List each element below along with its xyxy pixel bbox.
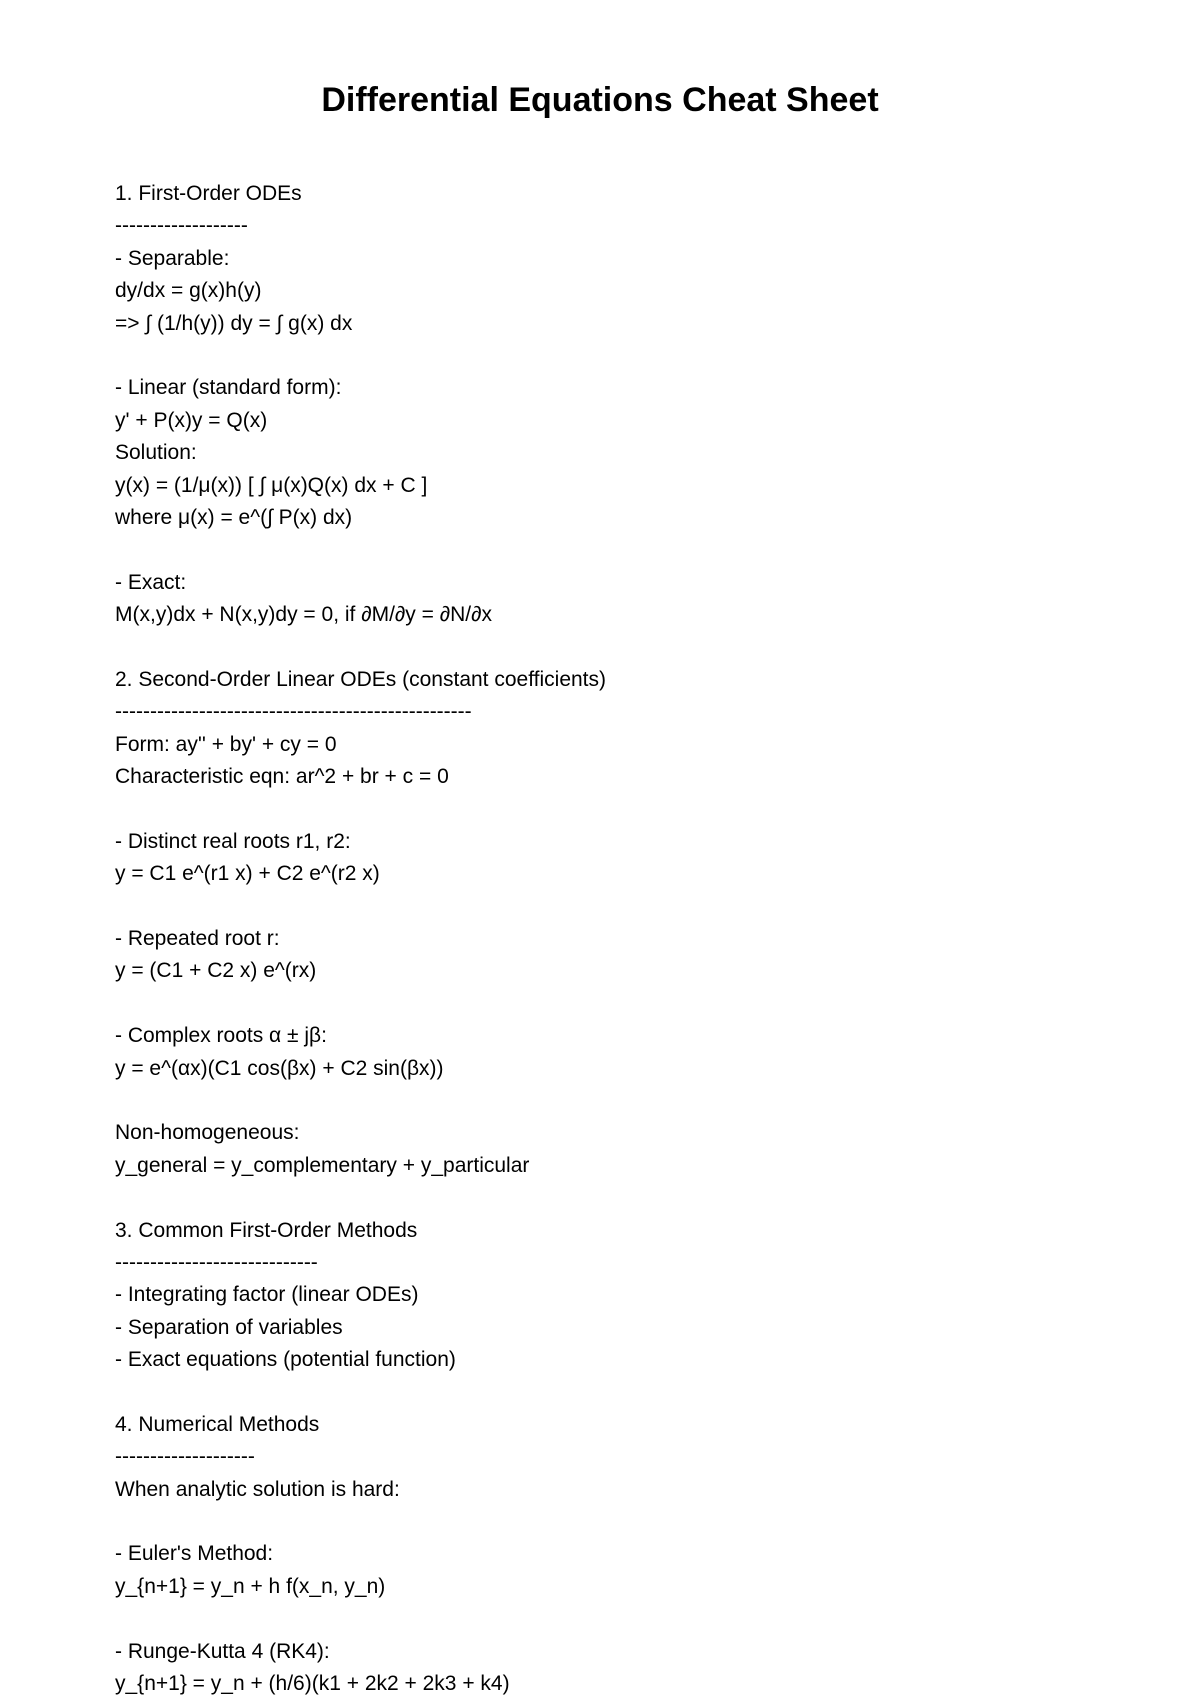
formula-line: dy/dx = g(x)h(y) [115,279,262,303]
text-line: - Linear (standard form): [115,376,342,400]
section-heading-numerical: 4. Numerical Methods [115,1412,320,1436]
text-line: - Separable: [115,246,230,270]
section-underline: ------------------- [115,214,248,238]
page-title: Differential Equations Cheat Sheet [321,81,879,119]
text-line: - Euler's Method: [115,1542,274,1566]
formula-line: y = C1 e^(r1 x) + C2 e^(r2 x) [115,862,380,886]
section-heading-first-order: 1. First-Order ODEs [115,182,302,205]
blank-line [115,631,1115,663]
text-line: Non-homogeneous: [115,1121,300,1145]
formula-line: y_{n+1} = y_n + h f(x_n, y_n) [115,1574,386,1598]
blank-line [115,534,1115,566]
blank-line [115,1603,1115,1635]
formula-line: => ∫ (1/h(y)) dy = ∫ g(x) dx [115,311,353,335]
cheat-sheet-body [115,178,1115,1700]
blank-line [115,1376,1115,1408]
blank-line [115,1506,1115,1538]
blank-line [115,1085,1115,1117]
formula-line: y_general = y_complementary + y_particular [115,1153,530,1177]
text-line: - Runge-Kutta 4 (RK4): [115,1639,330,1663]
list-item: - Exact equations (potential function) [115,1348,456,1372]
formula-line: Form: ay'' + by' + cy = 0 [115,732,337,756]
list-item: - Separation of variables [115,1315,343,1339]
formula-line: y' + P(x)y = Q(x) [115,408,268,432]
formula-line: y(x) = (1/μ(x)) [ ∫ μ(x)Q(x) dx + C ] [115,473,428,497]
list-item: - Integrating factor (linear ODEs) [115,1283,419,1307]
text-line: When analytic solution is hard: [115,1477,400,1501]
section-underline: -------------------- [115,1445,255,1469]
formula-line: y_{n+1} = y_n + (h/6)(k1 + 2k2 + 2k3 + k4) [115,1671,510,1695]
formula-line: y = (C1 + C2 x) e^(rx) [115,959,317,983]
formula-line: M(x,y)dx + N(x,y)dy = 0, if ∂M/∂y = ∂N/∂x [115,603,492,627]
blank-line [115,1182,1115,1214]
text-line: - Exact: [115,570,187,594]
section-underline: ----------------------------- [115,1250,318,1274]
text-line: Solution: [115,441,197,465]
blank-line [115,793,1115,825]
text-line: - Complex roots α ± jβ: [115,1024,327,1048]
blank-line [115,340,1115,372]
section-underline: --------------------------------------------------- [115,700,472,724]
formula-line: where μ(x) = e^(∫ P(x) dx) [115,505,353,529]
blank-line [115,988,1115,1020]
formula-line: Characteristic eqn: ar^2 + br + c = 0 [115,765,449,789]
section-heading-second-order: 2. Second-Order Linear ODEs (constant coefficients) [115,667,607,691]
section-heading-methods: 3. Common First-Order Methods [115,1218,418,1242]
text-line: - Distinct real roots r1, r2: [115,829,351,853]
formula-line: y = e^(αx)(C1 cos(βx) + C2 sin(βx)) [115,1056,444,1080]
blank-line [115,891,1115,923]
text-line: - Repeated root r: [115,926,280,950]
